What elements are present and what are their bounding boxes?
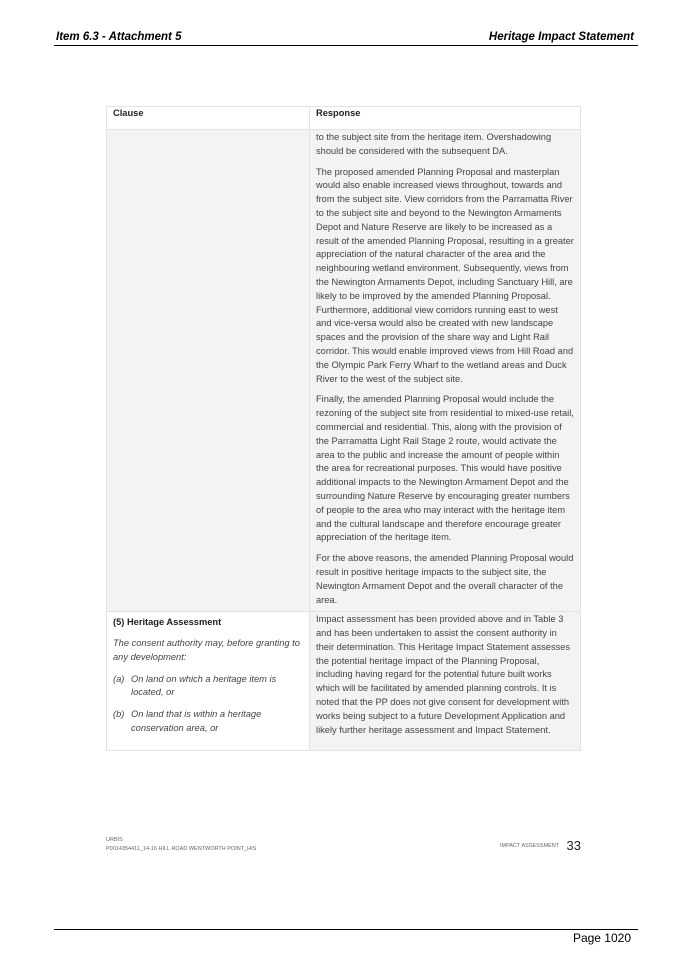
clause-intro: The consent authority may, before granting to any development:: [113, 638, 300, 662]
header-attachment-label: Item 6.3 - Attachment 5: [56, 31, 182, 43]
list-text: On land on which a heritage item is located, or: [131, 673, 277, 698]
footer-project-ref: P0014354411_14-16 HILL ROAD WENTWORTH POINT_HIS: [106, 846, 257, 852]
response-paragraph: The proposed amended Planning Proposal and masterplan would also enable increased views throughout, towards and from the subject site. View corridors from the Parramatta River to the subject site and beyond to the Newington Armaments Depot and Nature Reserve are likely to be increased as a result of the amended Planning Proposal, resulting in a greater appreciation of the natural character of the area and the neighbouring wetland environment. Subsequently, views from the Newington Armaments Depot, including Sanctuary Hill, are likely to be improved by the amended Planning Proposal. Furthermore, additional view corridors running east to west and vice-versa would also be created with new landscape spaces and the provision of the share way and Light Rail corridor. This would enable improved views from Hill Road and the Olympic Park Ferry Wharf to the wetland areas and Duck River to the west of the subject site.: [316, 166, 574, 384]
footer-section-label: IMPACT ASSESSMENT: [500, 842, 559, 849]
response-paragraph: to the subject site from the heritage item. Overshadowing should be considered with the subsequent DA.: [316, 132, 552, 156]
footer-page-number: 33: [566, 838, 581, 853]
clause-cell-empty: [107, 130, 310, 612]
table-row: [107, 612, 581, 751]
clause-list-item: [113, 673, 303, 701]
column-header-clause: Clause: [107, 107, 310, 130]
footer-left: [106, 836, 256, 854]
table-header-row: [107, 107, 581, 130]
response-cell: [310, 612, 581, 751]
clause-list-item: [113, 708, 303, 736]
response-paragraph: Finally, the amended Planning Proposal would include the rezoning of the subject site from residential to mixed-use retail, commercial and residential. This, along with the provision of the Parramatta Light Rail Stage 2 route, would activate the area to the public and increase the amount of people within the area for recreational purposes. This would have positive additional impacts to the Newington Armament Depot and the surrounding Nature Reserve by encouraging greater numbers of people to the area who may interact with the heritage item and the cultural landscape and therefore encourage greater appreciation of the heritage item.: [316, 394, 574, 543]
clause-response-table: [106, 106, 581, 751]
footer-company: URBIS: [106, 837, 123, 843]
list-text: On land that is within a heritage conservation area, or: [131, 709, 262, 734]
clause-title: (5) Heritage Assessment: [113, 617, 222, 628]
page-header: [54, 31, 638, 46]
page-label: Page 1020: [572, 931, 631, 945]
header-document-title: Heritage Impact Statement: [488, 31, 634, 43]
response-paragraph: Impact assessment has been provided above and in Table 3 and has been undertaken to assist the consent authority in their determination. This Heritage Impact Statement assesses the potential heritage impact of the Planning Proposal, including having regard for the potential future built works which will be facilitated by amended planning controls. It is noted that the PP does not give consent for development with works being subject to a future Development Application and likely further heritage assessment and Impact Statement.: [316, 614, 571, 735]
response-cell: [310, 130, 581, 612]
list-marker: (b): [113, 709, 125, 720]
bottom-divider: [54, 929, 638, 930]
footer-right: [500, 838, 581, 853]
column-header-response: Response: [310, 107, 581, 130]
list-marker: (a): [113, 673, 125, 684]
table-row: [107, 130, 581, 612]
clause-cell: [107, 612, 310, 751]
response-paragraph: For the above reasons, the amended Planning Proposal would result in positive heritage impacts to the subject site, the Newington Armament Depot and the overall character of the area.: [316, 553, 574, 605]
